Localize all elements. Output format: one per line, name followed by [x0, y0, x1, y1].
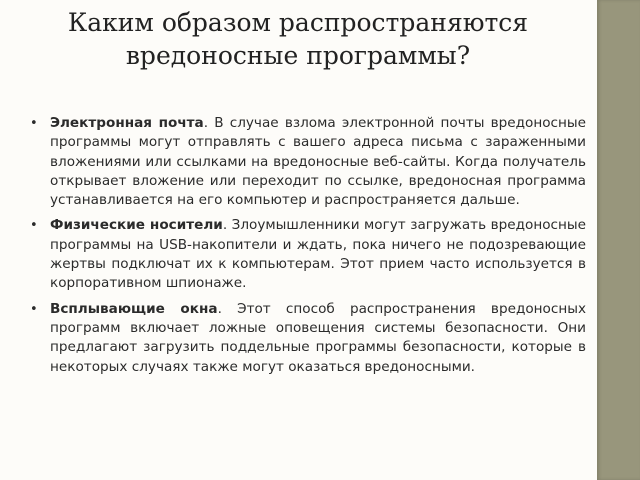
list-item-email	[30, 114, 586, 210]
bullet-icon: •	[30, 218, 38, 234]
list-item-physical-media	[30, 216, 586, 293]
bullet-icon: •	[30, 116, 38, 131]
bullet-list	[30, 114, 586, 383]
item-text: . Злоумышленники могут загружать вредоносные программы на USB-накопители и ждать, пока ничего не подозревающие жертвы подключат их к компьютерам. Этот прием часто используется в корпоративном шпионаже.	[50, 217, 586, 292]
list-item-popups	[30, 300, 586, 377]
decorative-side-bar	[597, 0, 640, 480]
item-text: . Этот способ распространения вредоносных программ включает ложные оповещения системы безопасности. Они предлагают загрузить поддельные программы безопасности, которые в некоторых случаях также могут оказаться вредоносными.	[50, 300, 586, 375]
slide-title: Каким образом распространяются вредоносные программы?	[67, 8, 529, 70]
bullet-icon: •	[30, 301, 38, 317]
item-term: Электронная почта	[50, 115, 204, 131]
item-term: Всплывающие окна	[50, 300, 218, 317]
item-term: Физические носители	[50, 217, 223, 234]
item-text: . В случае взлома электронной почты вредоносные программы могут отправлять с вашего адреса письма с зараженными вложениями или ссылками на вредоносные веб-сайты. Когда получатель открывает вложение или переходит по ссылке, вредоносная программа устанавливается на его компьютер и распространяется дальше.	[50, 115, 586, 209]
